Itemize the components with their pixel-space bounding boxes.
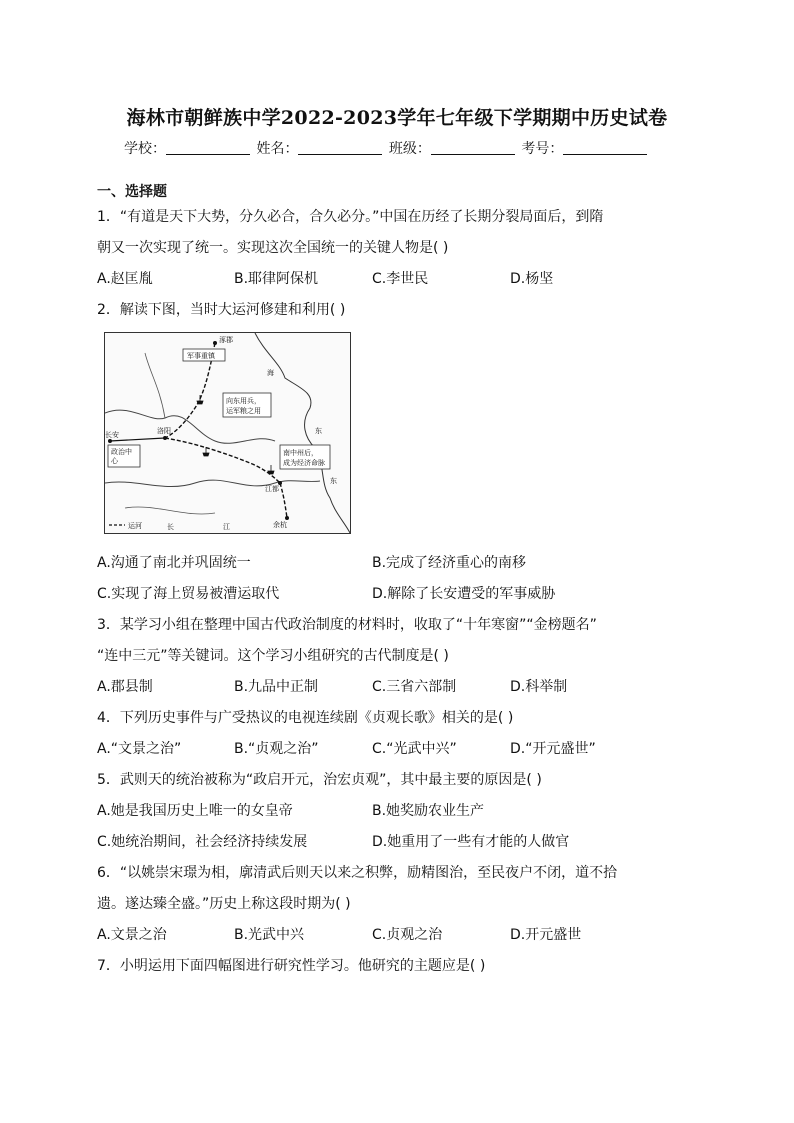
yuhang-marker: [285, 516, 289, 520]
coastline: [255, 333, 350, 533]
q2-option-a[interactable]: A.沟通了南北并巩固统一: [97, 555, 251, 571]
zhuojun-marker: [213, 341, 217, 345]
q5-option-a[interactable]: A.她是我国历史上唯一的女皇帝: [97, 803, 293, 819]
q3-option-d[interactable]: D.科举制: [510, 679, 568, 695]
q4-option-c[interactable]: C.“光武中兴”: [372, 741, 457, 757]
military-label: 军事重镇: [187, 352, 215, 360]
grand-canal-map: [104, 332, 351, 534]
class-blank[interactable]: [431, 140, 515, 155]
q5-option-c[interactable]: C.她统治期间，社会经济持续发展: [97, 834, 308, 850]
class-label: 班级：: [388, 141, 431, 157]
political-center-line1: 政治中: [111, 448, 132, 456]
q2-option-c[interactable]: C.实现了海上贸易被漕运取代: [97, 586, 280, 602]
river-tributary: [145, 353, 165, 418]
north-note-line1: 向东用兵，: [226, 397, 261, 405]
q1-option-b[interactable]: B.耶律阿保机: [234, 271, 319, 287]
q5-option-d[interactable]: D.她重用了一些有才能的人做官: [372, 834, 570, 850]
section-title: 一、选择题: [97, 184, 167, 200]
q4-option-a[interactable]: A.“文景之治”: [97, 741, 182, 757]
legend-canal-label: 运河: [128, 522, 142, 530]
q7-stem-line1: 7．小明运用下面四幅图进行研究性学习。他研究的主题应是( ): [97, 958, 486, 974]
q4-option-b[interactable]: B.“贞观之治”: [234, 741, 319, 757]
luoyang-marker: [163, 436, 167, 440]
south-note-line1: 南中州后，: [283, 449, 318, 457]
q1-stem-line2: 朝又一次实现了统一。实现这次全国统一的关键人物是( ): [97, 240, 449, 256]
q1-option-a[interactable]: A.赵匡胤: [97, 271, 153, 287]
east-label: 东: [315, 427, 322, 435]
q1-option-c[interactable]: C.李世民: [372, 271, 429, 287]
tongji-canal: [165, 438, 280, 483]
ship-icon: [268, 465, 274, 474]
south-note-line2: 成为经济命脉: [283, 459, 325, 467]
q3-stem-line2: “连中三元”等关键词。这个学习小组研究的古代制度是( ): [97, 648, 449, 664]
name-blank[interactable]: [298, 140, 382, 155]
q6-stem-line2: 遗。遂达臻全盛。”历史上称这段时期为( ): [97, 896, 351, 912]
q6-option-d[interactable]: D.开元盛世: [510, 927, 582, 943]
q4-option-d[interactable]: D.“开元盛世”: [510, 741, 596, 757]
q3-stem-line1: 3．某学习小组在整理中国古代政治制度的材料时，收取了“十年寒窗”“金榜题名”: [97, 617, 597, 633]
q3-option-b[interactable]: B.九品中正制: [234, 679, 319, 695]
q6-option-b[interactable]: B.光武中兴: [234, 927, 305, 943]
q5-stem-line1: 5．武则天的统治被称为“政启开元，治宏贞观”，其中最主要的原因是( ): [97, 772, 542, 788]
river-branch: [125, 507, 215, 514]
q6-stem-line1: 6．“以姚崇宋璟为相，廓清武后则天以来之积弊，励精图治，至民夜户不闭，道不拾: [97, 865, 618, 881]
name-label: 姓名：: [256, 141, 299, 157]
q2-stem-line1: 2．解读下图，当时大运河修建和利用( ): [97, 302, 346, 318]
number-label: 考号：: [521, 141, 564, 157]
school-label: 学校：: [124, 141, 166, 157]
student-info-line: [124, 138, 684, 158]
q3-option-c[interactable]: C.三省六部制: [372, 679, 457, 695]
north-note-line2: 运军粮之用: [226, 407, 261, 415]
ship-icon: [197, 395, 203, 404]
changan-marker: [108, 439, 112, 443]
q3-option-a[interactable]: A.郡县制: [97, 679, 153, 695]
changjiang-label-2: 江: [223, 523, 230, 531]
grand-canal-map-svg: [105, 333, 350, 533]
yangtze-river: [105, 480, 320, 486]
zhuojun-label: 涿郡: [219, 336, 233, 344]
page-title: 海林市朝鲜族中学2022-2023学年七年级下学期期中历史试卷: [126, 107, 668, 129]
q2-option-d[interactable]: D.解除了长安遭受的军事威胁: [372, 586, 556, 602]
q1-option-d[interactable]: D.杨坚: [510, 271, 554, 287]
q2-option-b[interactable]: B.完成了经济重心的南移: [372, 555, 527, 571]
jiangnan-canal: [280, 483, 287, 518]
q5-option-b[interactable]: B.她奖励农业生产: [372, 803, 485, 819]
q6-option-c[interactable]: C.贞观之治: [372, 927, 443, 943]
q6-option-a[interactable]: A.文景之治: [97, 927, 167, 943]
changan-label: 长安: [105, 431, 119, 439]
sea-label: 海: [267, 369, 274, 377]
q4-stem-line1: 4．下列历史事件与广受热议的电视连续剧《贞观长歌》相关的是( ): [97, 710, 514, 726]
school-blank[interactable]: [166, 140, 250, 155]
jiangdu-label: 江都: [265, 485, 279, 493]
yuhang-label: 余杭: [273, 521, 287, 529]
east-label-2: 东: [330, 477, 337, 485]
luoyang-label: 洛阳: [157, 427, 171, 435]
q1-stem-line1: 1．“有道是天下大势，分久必合，合久必分。”中国在历经了长期分裂局面后，到隋: [97, 209, 604, 225]
number-blank[interactable]: [563, 140, 647, 155]
political-center-line2: 心: [111, 457, 118, 465]
changjiang-label-1: 长: [167, 523, 174, 531]
